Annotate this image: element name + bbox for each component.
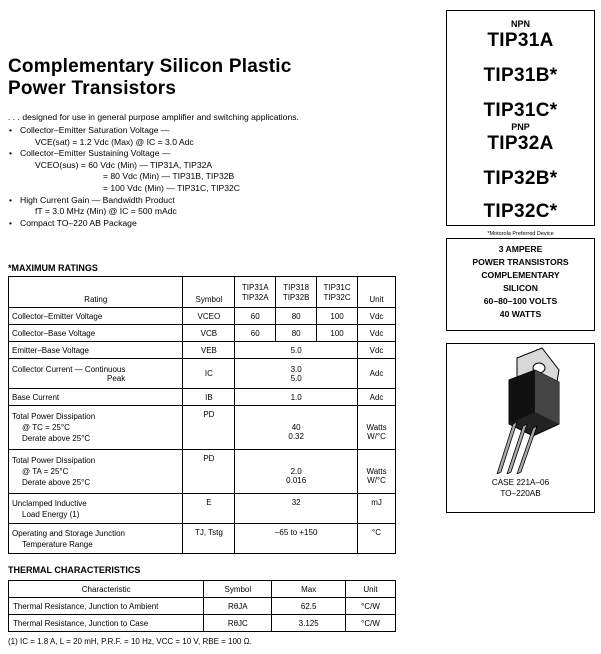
table-row xyxy=(9,494,396,524)
part-number: TIP32B* xyxy=(483,168,558,189)
feature-item: • Compact TO–220 AB Package xyxy=(8,218,428,230)
case-line: TO–220AB xyxy=(500,488,541,498)
footnote: (1) IC = 1.8 A, L = 20 mH, P.R.F. = 10 Hz, VCC = 10 V, RBE = 100 Ω. xyxy=(8,637,252,646)
unit-cell: Vdc xyxy=(358,342,396,359)
symbol-cell: RθJC xyxy=(204,615,272,632)
value-cell: 100 xyxy=(317,325,358,342)
unit-cell xyxy=(358,406,396,450)
symbol-cell: E xyxy=(183,494,235,524)
spec-line: 3 AMPERE xyxy=(498,244,543,254)
symbol-cell: IB xyxy=(183,389,235,406)
part-number: TIP31B* xyxy=(483,65,558,86)
value-cell xyxy=(235,359,358,389)
header-part: TIP318 xyxy=(283,282,310,292)
unit-cell: Vdc xyxy=(358,325,396,342)
feature-detail: = 100 Vdc (Min) — TIP31C, TIP32C xyxy=(103,182,241,193)
rating-cell: Collector–Base Voltage xyxy=(9,325,183,342)
rating-line: Total Power Dissipation xyxy=(12,412,96,421)
max-cell: 62.5 xyxy=(272,598,346,615)
table-row xyxy=(9,325,396,342)
package-box xyxy=(446,343,595,513)
unit-cell: °C xyxy=(358,524,396,554)
title-line-1: Complementary Silicon Plastic xyxy=(8,56,292,77)
part-number-box xyxy=(446,10,595,237)
value-line: 3.0 xyxy=(290,364,302,374)
symbol-cell: TJ, Tstg xyxy=(183,524,235,554)
header-part: TIP32B xyxy=(282,292,310,302)
value-line: 2.0 xyxy=(290,467,302,476)
rating-line: Derate above 25°C xyxy=(22,434,91,443)
pnp-label: PNP xyxy=(511,122,530,132)
unit-cell: mJ xyxy=(358,494,396,524)
case-label xyxy=(447,478,594,499)
symbol-cell: RθJA xyxy=(204,598,272,615)
table-row xyxy=(9,598,396,615)
thermal-table xyxy=(8,580,396,632)
table-header-row xyxy=(9,277,396,308)
value-cell: 80 xyxy=(276,308,317,325)
rating-cell xyxy=(9,494,183,524)
unit-line: Watts xyxy=(366,423,387,432)
intro-text: . . . designed for use in general purpose amplifier and switching applications. xyxy=(8,112,299,122)
value-cell: 5.0 xyxy=(235,342,358,359)
unit-cell: Vdc xyxy=(358,308,396,325)
feature-list xyxy=(8,125,428,229)
preferred-device-note: *Motorola Preferred Device xyxy=(487,231,554,237)
spec-line: SILICON xyxy=(503,283,538,293)
rating-cell xyxy=(9,450,183,494)
feature-item: • Collector–Emitter Saturation Voltage — xyxy=(8,125,428,137)
value-cell: –65 to +150 xyxy=(235,524,358,554)
table-row xyxy=(9,406,396,450)
table-row xyxy=(9,308,396,325)
value-cell: 60 xyxy=(235,308,276,325)
max-ratings-title: *MAXIMUM RATINGS xyxy=(8,263,98,273)
rating-cell: Collector–Emitter Voltage xyxy=(9,308,183,325)
value-line: 0.32 xyxy=(288,432,304,441)
characteristic-cell: Thermal Resistance, Junction to Case xyxy=(9,615,204,632)
feature-detail: = 80 Vdc (Min) — TIP31B, TIP32B xyxy=(103,171,235,182)
value-cell: 32 xyxy=(235,494,358,524)
npn-label: NPN xyxy=(510,19,530,29)
header-symbol: Symbol xyxy=(204,581,272,598)
spec-line: POWER TRANSISTORS xyxy=(472,257,569,267)
rating-line: Derate above 25°C xyxy=(22,478,91,487)
table-row xyxy=(9,389,396,406)
unit-cell: Adc xyxy=(358,359,396,389)
rating-line: Unclamped Inductive xyxy=(12,498,87,508)
rating-line: Load Energy (1) xyxy=(22,509,80,519)
case-line: CASE 221A–06 xyxy=(491,478,550,487)
value-cell xyxy=(235,406,358,450)
rating-line: @ TA = 25°C xyxy=(22,467,69,476)
value-cell: 1.0 xyxy=(235,389,358,406)
table-header-row xyxy=(9,581,396,598)
header-part: TIP32A xyxy=(241,292,269,302)
feature-detail: VCEO(sus) = 60 Vdc (Min) — TIP31A, TIP32A xyxy=(35,159,213,170)
header-part: TIP32C xyxy=(323,292,351,302)
feature-item: • Collector–Emitter Sustaining Voltage — xyxy=(8,148,428,160)
spec-line: 40 WATTS xyxy=(499,309,542,319)
header-rating: Rating xyxy=(9,277,183,308)
rating-cell: Emitter–Base Voltage xyxy=(9,342,183,359)
unit-cell: Adc xyxy=(358,389,396,406)
rating-line: Temperature Range xyxy=(22,539,93,549)
header-max: Max xyxy=(272,581,346,598)
header-col-3 xyxy=(317,277,358,308)
rating-cell xyxy=(9,359,183,389)
value-line: 5.0 xyxy=(290,373,302,383)
feature-detail: fT = 3.0 MHz (Min) @ IC = 500 mAdc xyxy=(35,206,177,217)
symbol-cell: VCEO xyxy=(183,308,235,325)
part-number: TIP31C* xyxy=(483,100,558,121)
symbol-cell: PD xyxy=(183,450,235,494)
header-col-2 xyxy=(276,277,317,308)
table-row xyxy=(9,524,396,554)
unit-cell: °C/W xyxy=(346,598,396,615)
table-row xyxy=(9,615,396,632)
part-number: TIP32A xyxy=(487,133,554,154)
value-cell: 60 xyxy=(235,325,276,342)
table-row xyxy=(9,342,396,359)
spec-box xyxy=(446,238,595,331)
symbol-cell: PD xyxy=(183,406,235,450)
rating-line: Peak xyxy=(107,373,126,383)
unit-cell: °C/W xyxy=(346,615,396,632)
to220-package-illustration xyxy=(447,344,596,474)
rating-line: Operating and Storage Junction xyxy=(12,528,125,538)
table-row xyxy=(9,359,396,389)
value-line: 0.016 xyxy=(286,476,307,485)
header-unit: Unit xyxy=(346,581,396,598)
value-cell: 80 xyxy=(276,325,317,342)
thermal-title: THERMAL CHARACTERISTICS xyxy=(8,565,141,575)
feature-item: • High Current Gain — Bandwidth Product xyxy=(8,195,428,207)
value-cell xyxy=(235,450,358,494)
header-characteristic: Characteristic xyxy=(9,581,204,598)
header-part: TIP31C xyxy=(323,282,351,292)
title-line-2: Power Transistors xyxy=(8,78,177,99)
spec-line: 60–80–100 VOLTS xyxy=(483,296,558,306)
table-row xyxy=(9,450,396,494)
unit-line: W/°C xyxy=(367,432,386,441)
header-col-1 xyxy=(235,277,276,308)
part-number: TIP32C* xyxy=(483,201,558,222)
characteristic-cell: Thermal Resistance, Junction to Ambient xyxy=(9,598,204,615)
rating-cell: Base Current xyxy=(9,389,183,406)
spec-line: COMPLEMENTARY xyxy=(481,270,560,280)
header-unit: Unit xyxy=(358,277,396,308)
max-ratings-table xyxy=(8,276,396,554)
header-symbol: Symbol xyxy=(183,277,235,308)
symbol-cell: VCB xyxy=(183,325,235,342)
unit-line: W/°C xyxy=(367,476,386,485)
part-number: TIP31A xyxy=(487,30,554,51)
feature-detail: VCE(sat) = 1.2 Vdc (Max) @ IC = 3.0 Adc xyxy=(35,136,194,147)
rating-cell xyxy=(9,524,183,554)
value-cell: 100 xyxy=(317,308,358,325)
rating-line: Total Power Dissipation xyxy=(12,456,96,465)
rating-cell xyxy=(9,406,183,450)
max-cell: 3.125 xyxy=(272,615,346,632)
unit-cell xyxy=(358,450,396,494)
header-part: TIP31A xyxy=(241,282,269,292)
value-line: 40 xyxy=(291,423,301,432)
symbol-cell: IC xyxy=(183,359,235,389)
rating-line: Collector Current — Continuous xyxy=(12,364,126,374)
document-title xyxy=(8,56,292,100)
symbol-cell: VEB xyxy=(183,342,235,359)
rating-line: @ TC = 25°C xyxy=(22,423,70,432)
unit-line: Watts xyxy=(366,467,387,476)
